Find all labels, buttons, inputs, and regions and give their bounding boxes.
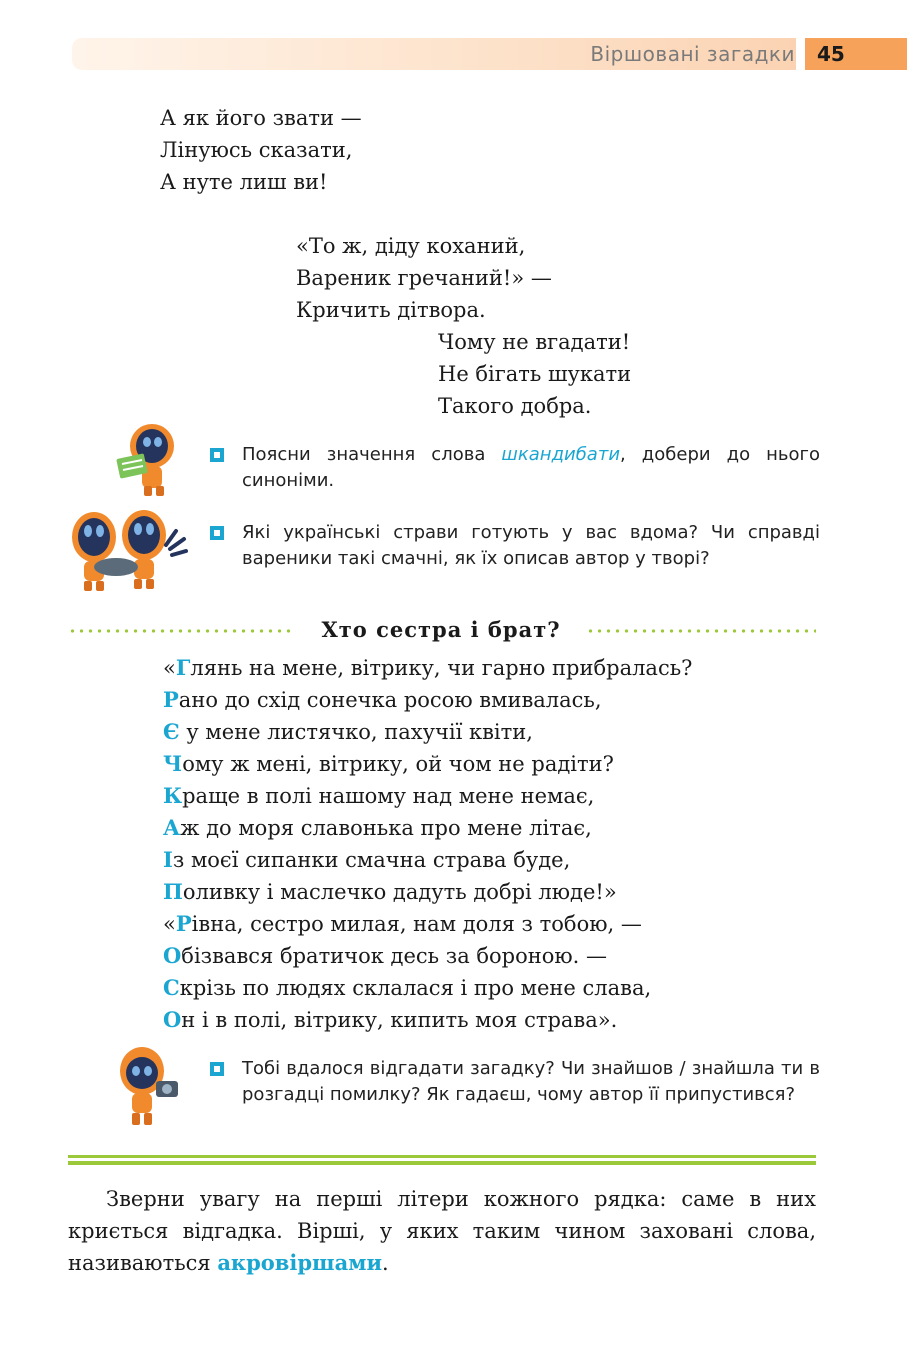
acrostic-line: Із моєї сипанки смачна страва буде, (163, 847, 571, 872)
note-paragraph: Зверни увагу на перші літери кожного рядка: саме в них криється відгадка. Вірші, у яких таким чином заховані слова, називаються акровіршами. (68, 1187, 816, 1275)
acrostic-line: Поливку і маслечко дадуть добрі люде!» (163, 879, 617, 904)
acrostic-initial: К (163, 783, 183, 808)
acrostic-initial: Є (163, 719, 180, 744)
poem-line: «То ж, діду коханий, (296, 234, 526, 258)
two-robots-icon (66, 505, 190, 593)
poem-line: Такого добра. (438, 394, 592, 418)
acrostic-line: Скрізь по людях склалася і про мене слава, (163, 975, 652, 1000)
task-3 (210, 1056, 820, 1108)
task-bullet-icon (210, 526, 224, 540)
green-divider (68, 1155, 816, 1158)
task-bullet-icon (210, 448, 224, 462)
task-text: Які українські страви готують у вас вдома? Чи справді вареники такі смачні, як їх описав автор у творі? (242, 522, 820, 569)
highlighted-term: шкандибати (501, 444, 621, 465)
dotted-divider-left (68, 628, 296, 634)
acrostic-initial: С (163, 975, 180, 1000)
robot-camera-icon (110, 1045, 186, 1127)
acrostic-initial: І (163, 847, 173, 872)
acrostic-line: «Рівна, сестро милая, нам доля з тобою, — (163, 911, 642, 936)
poem-line: Не бігать шукати (438, 362, 632, 386)
acrostic-line: «Глянь на мене, вітрику, чи гарно прибралась? (163, 655, 693, 680)
acrostic-initial: А (163, 815, 181, 840)
section-title: Хто сестра і брат? (321, 617, 561, 642)
acrostic-initial: Г (175, 655, 191, 680)
task-text: Тобі вдалося відгадати загадку? Чи знайшов / знайшла ти в розгадці помилку? Як гадаєш, чому автор її припустився? (242, 1058, 820, 1105)
poem-line: Вареник гречаний!» — (296, 266, 552, 290)
acrostic-initial: Р (175, 911, 192, 936)
task-1 (210, 442, 820, 494)
highlighted-term: акровіршами (217, 1250, 383, 1275)
poem-line: Лінуюсь сказати, (160, 138, 353, 162)
poem-line: А нуте лиш ви! (160, 170, 328, 194)
acrostic-line: Он і в полі, вітрику, кипить моя страва». (163, 1007, 618, 1032)
page-number: 45 (805, 38, 907, 70)
robot-reading-icon (112, 420, 176, 498)
poem-line: Кричить дітвора. (296, 298, 486, 322)
acrostic-initial: Р (163, 687, 179, 712)
poem-line: А як його звати — (160, 106, 362, 130)
acrostic-line: Є у мене листячко, пахучії квіти, (163, 719, 533, 744)
poem-line: Чому не вгадати! (438, 330, 631, 354)
acrostic-initial: О (163, 943, 182, 968)
running-header-title: Віршовані загадки (590, 42, 795, 66)
task-2 (210, 520, 820, 572)
acrostic-initial: П (163, 879, 183, 904)
green-divider (68, 1161, 816, 1165)
task-text: Поясни значення слова шкандибати, добери до нього синоніми. (242, 444, 820, 491)
acrostic-line: Обізвався братичок десь за бороною. — (163, 943, 608, 968)
acrostic-line: Чому ж мені, вітрику, ой чом не радіти? (163, 751, 614, 776)
acrostic-initial: Ч (163, 751, 183, 776)
acrostic-line: Аж до моря славонька про мене літає, (163, 815, 592, 840)
acrostic-line: Рано до схід сонечка росою вмивалась, (163, 687, 602, 712)
dotted-divider-right (586, 628, 816, 634)
task-bullet-icon (210, 1062, 224, 1076)
acrostic-line: Краще в полі нашому над мене немає, (163, 783, 595, 808)
acrostic-initial: О (163, 1007, 182, 1032)
